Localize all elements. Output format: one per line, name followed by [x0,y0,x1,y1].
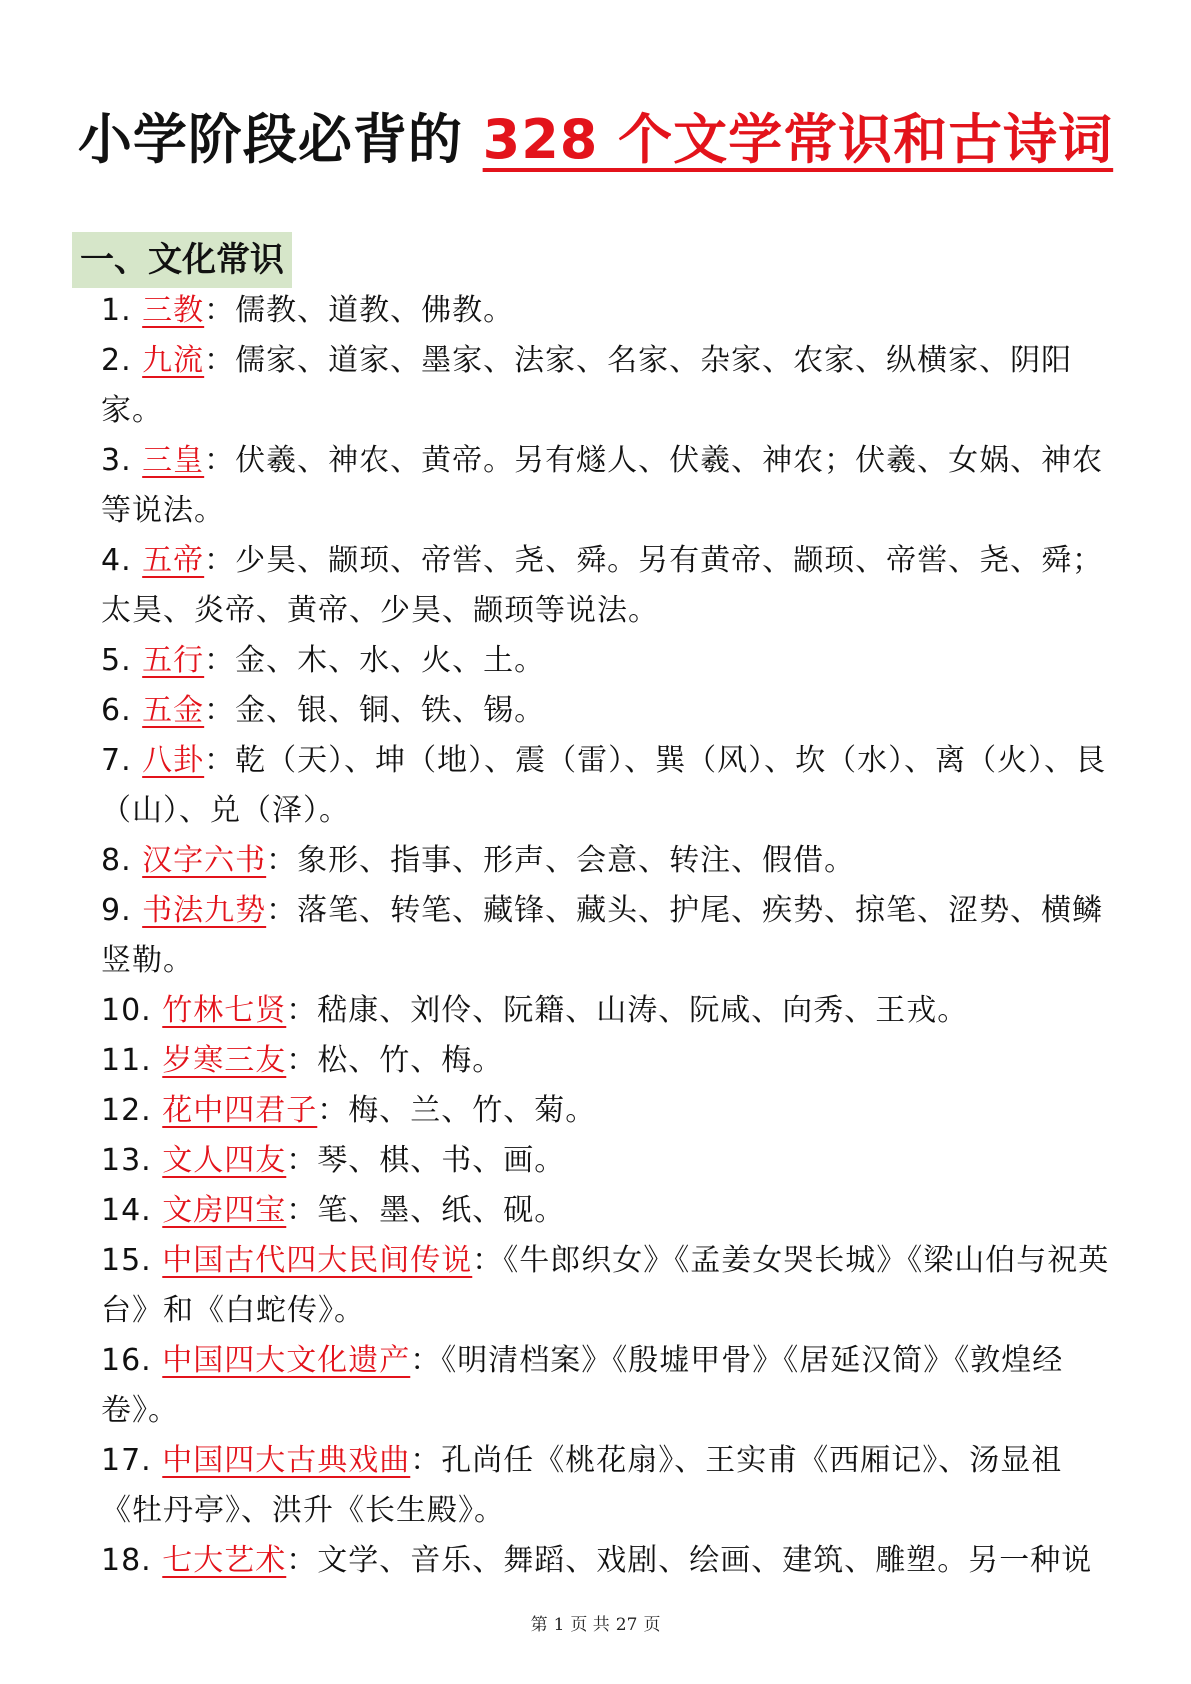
item-text: ：乾（天）、坤（地）、震（雷）、巽（风）、坎（水）、离（火）、艮（山）、兑（泽）。 [101,743,1107,828]
item-list [101,286,1119,1586]
list-item [101,1336,1119,1436]
item-number: 18. [101,1543,152,1578]
item-number: 15. [101,1243,152,1278]
footer-mid: 页 共 [570,1615,610,1635]
item-number: 17. [101,1443,152,1478]
list-item [101,436,1119,536]
item-number: 1. [101,293,132,328]
list-item [101,1236,1119,1336]
item-text: ：象形、指事、形声、会意、转注、假借。 [266,843,856,878]
list-item [101,1086,1119,1136]
item-term: 书法九势 [142,893,267,928]
item-text: ：梅、兰、竹、菊。 [317,1093,597,1128]
item-number: 6. [101,693,132,728]
item-number: 8. [101,843,132,878]
item-text: ：《明清档案》《殷墟甲骨》《居延汉简》《敦煌经卷》。 [101,1343,1064,1428]
item-term: 五帝 [142,543,205,578]
item-number: 10. [101,993,152,1028]
item-number: 9. [101,893,132,928]
list-item [101,986,1119,1036]
list-item [101,836,1119,886]
item-term: 五行 [142,643,205,678]
item-number: 2. [101,343,132,378]
item-number: 3. [101,443,132,478]
item-term: 竹林七贤 [162,993,287,1028]
item-number: 7. [101,743,132,778]
list-item [101,1136,1119,1186]
list-item [101,886,1119,986]
list-item [101,536,1119,636]
item-text: ：笔、墨、纸、砚。 [286,1193,566,1228]
list-item [101,1036,1119,1086]
item-number: 16. [101,1343,152,1378]
list-item [101,1536,1119,1586]
item-term: 七大艺术 [162,1543,287,1578]
item-term: 文人四友 [162,1143,287,1178]
item-text: ：嵇康、刘伶、阮籍、山涛、阮咸、向秀、王戎。 [286,993,969,1028]
item-text: ：伏羲、神农、黄帝。另有燧人、伏羲、神农；伏羲、女娲、神农等说法。 [101,443,1104,528]
item-number: 5. [101,643,132,678]
list-item [101,1436,1119,1536]
item-term: 中国四大文化遗产 [162,1343,411,1378]
item-text: ：《牛郎织女》《孟姜女哭长城》《梁山伯与祝英台》和《白蛇传》。 [101,1243,1110,1328]
item-text: ：金、银、铜、铁、锡。 [204,693,546,728]
item-number: 13. [101,1143,152,1178]
item-text: ：儒教、道教、佛教。 [204,293,515,328]
item-text: ：儒家、道家、墨家、法家、名家、杂家、农家、纵横家、阴阳家。 [101,343,1073,428]
page-title [0,104,1191,176]
footer-total-pages: 27 [615,1615,638,1635]
list-item [101,736,1119,836]
item-number: 4. [101,543,132,578]
item-text: ：松、竹、梅。 [286,1043,504,1078]
item-term: 岁寒三友 [162,1043,287,1078]
item-term: 汉字六书 [142,843,267,878]
page-footer [0,1610,1191,1635]
item-term: 中国四大古典戏曲 [162,1443,411,1478]
item-number: 12. [101,1093,152,1128]
item-text: ：孔尚任《桃花扇》、王实甫《西厢记》、汤显祖《牡丹亭》、洪升《长生殿》。 [101,1443,1063,1528]
footer-post: 页 [643,1615,661,1635]
item-text: ：金、木、水、火、土。 [204,643,546,678]
list-item [101,1186,1119,1236]
item-term: 三皇 [142,443,205,478]
item-term: 八卦 [142,743,205,778]
title-highlight: 328 个文学常识和古诗词 [482,108,1114,171]
item-term: 中国古代四大民间传说 [162,1243,473,1278]
item-term: 三教 [142,293,205,328]
item-text: ：琴、棋、书、画。 [286,1143,566,1178]
list-item [101,286,1119,336]
list-item [101,686,1119,736]
item-term: 五金 [142,693,205,728]
list-item [101,636,1119,686]
item-term: 九流 [142,343,205,378]
footer-page-number: 1 [553,1615,565,1635]
item-term: 文房四宝 [162,1193,287,1228]
footer-pre: 第 [530,1615,548,1635]
item-number: 14. [101,1193,152,1228]
item-text: ：落笔、转笔、藏锋、藏头、护尾、疾势、掠笔、涩势、横鳞竖勒。 [101,893,1104,978]
list-item [101,336,1119,436]
section-heading: 一、文化常识 [72,232,292,288]
item-text: ：少昊、颛顼、帝喾、尧、舜。另有黄帝、颛顼、帝喾、尧、舜；太昊、炎帝、黄帝、少昊、颛顼等说法。 [101,543,1104,628]
item-text: ：文学、音乐、舞蹈、戏剧、绘画、建筑、雕塑。另一种说 [286,1543,1093,1578]
item-number: 11. [101,1043,152,1078]
title-prefix: 小学阶段必背的 [77,108,483,171]
item-term: 花中四君子 [162,1093,318,1128]
